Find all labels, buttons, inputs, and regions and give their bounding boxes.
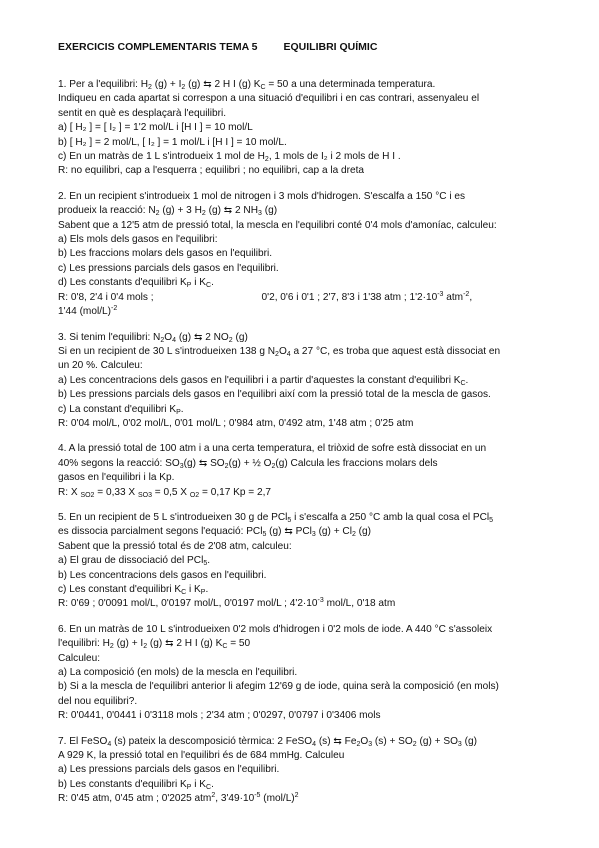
ex4-statement-line-2: 40% segons la reacció: $SO_3(g)$ ⇆ $SO_2(g)$ + ½ $O_2(g)$ Calcula les fraccions molars dels: [58, 457, 438, 470]
ex3-statement-line-2: Si en un recipient de 30 L s'introdueixen 138 g $N_2O_4$ a 27 °C, es troba que aquest està dissociat en: [58, 345, 501, 358]
exercise-7: [58, 735, 538, 807]
exercise-6: [58, 623, 538, 724]
ex1-statement-line-2: Indiqueu en cada apartat si correspon a una situació d'equilibri i en cas contrari, assenyaleu el: [58, 93, 480, 105]
ex6-part-b-line-1: b) Si a la mescla de l'equilibri anterior li afegim 12'69 g de iode, quina serà la composició (en mols): [58, 681, 499, 693]
topic-text: EQUILIBRI QUÍMIC: [283, 41, 378, 53]
ex3-part-a: a) Les concentracions dels gasos en l'equilibri i a partir d'aquestes la constant d'equilibri $K_C$.: [58, 374, 469, 387]
ex1-part-a: a) [ H₂ ] = [ I₂ ] = 1'2 mol/L i [H I ] = 10 mol/L: [58, 122, 253, 134]
exercise-5: [58, 511, 538, 612]
ex2-statement-line-2: produeix la reacció: $N_2$ (g) + 3 $H_2$ (g) ⇆ 2 $NH_3$ (g): [58, 205, 278, 218]
exercise-4: [58, 442, 538, 500]
ex7-part-a: a) Les pressions parcials dels gasos en l'equilibri.: [58, 764, 280, 776]
ex1-statement-line-3: sentit en què es desplaçarà l'equilibri.: [58, 107, 227, 119]
ex4-answer: R: X $_{SO2}$ = 0,33 X $_{SO3}$ = 0,5 X $_{O2}$ = 0,17 Kp = 2,7: [58, 486, 272, 499]
ex7-statement-line-1: 7. El FeSO$_4$ (s) pateix la descomposició tèrmica: 2 FeSO$_4$ (s) ⇆ $Fe_2O_3$ $(s) + SO_2$ $(g) + SO_3$ (g): [58, 735, 477, 748]
ex2-part-b: b) Les fraccions molars dels gasos en l'equilibri.: [58, 248, 272, 260]
ex6-statement-line-3: Calculeu:: [58, 652, 101, 664]
ex2-answer-line-1: R: 0'8, 2'4 i 0'4 mols ; 0'2, 0'6 i 0'1 ; 2'7, 8'3 i 1'38 atm ; $1'2\cdot 10^{-3}$ atm$^{-2}$,: [58, 290, 473, 303]
ex6-part-b-line-2: del nou equilibri?.: [58, 695, 138, 707]
ex3-statement-line-3: un 20 %. Calculeu:: [58, 360, 143, 372]
ex3-answer: R: 0'04 mol/L, 0'02 mol/L, 0'01 mol/L ; 0'984 atm, 0'492 atm, 1'48 atm ; 0'25 atm: [58, 417, 414, 429]
exercise-3: [58, 331, 538, 432]
ex7-answer: R: 0'45 atm, 0'45 atm ; 0'2025 atm$^2$, $3'49\cdot 10^{-5}$ $(mol/L)^2$: [58, 792, 299, 805]
ex2-part-c: c) Les pressions parcials dels gasos en l'equilibri.: [58, 262, 279, 274]
ex6-answer: R: 0'0441, 0'0441 i 0'3118 mols ; 2'34 atm ; 0'0297, 0'0797 i 0'3406 mols: [58, 710, 381, 722]
ex1-part-c: c) En un matràs de 1 L s'introdueix 1 mol de $H_2$, 1 mols de I₂ i 2 mols de H I .: [58, 151, 401, 164]
ex7-statement-line-2: A 929 K, la pressió total en l'equilibri és de 684 mmHg. Calculeu: [58, 750, 345, 762]
ex6-statement-line-1: 6. En un matràs de 10 L s'introdueixen 0'2 mols d'hidrogen i 0'2 mols de iode. A 440 °C s'assoleix: [58, 623, 493, 635]
ex5-part-a: a) El grau de dissociació del PCl$_5$.: [58, 555, 211, 568]
exercise-1: [58, 78, 538, 179]
ex1-statement-line-1: 1. Per a l'equilibri: $H_2$ $(g) + I_2$ (g) ⇆ 2 H I (g) $K_C = 50$ a una determinada temperatura.: [58, 79, 436, 91]
title-text: EXERCICIS COMPLEMENTARIS TEMA 5: [58, 41, 258, 53]
document-page: [58, 40, 538, 818]
ex5-statement-line-3: Sabent que la pressió total és de 2'08 atm, calculeu:: [58, 540, 292, 552]
ex2-part-a: a) Els mols dels gasos en l'equilibri:: [58, 234, 218, 246]
ex6-part-a: a) La composició (en mols) de la mescla en l'equilibri.: [58, 667, 298, 679]
ex3-statement-line-1: 3. Si tenim l'equilibri: $N_2O_4$ (g) ⇆ 2 $NO_2$ (g): [58, 331, 248, 344]
ex2-part-d: d) Les constants d'equilibri $K_P$ i $K_C$.: [58, 277, 214, 290]
ex2-answer-line-2: 1'44 $(mol/L)^{-2}$: [58, 305, 118, 318]
ex5-statement-line-2: es dissocia parcialment segons l'equació: PCl$_5$ (g) ⇆ PCl$_3$ $(g) + Cl_2$ (g): [58, 526, 371, 539]
ex2-statement-line-1: 2. En un recipient s'introdueix 1 mol de nitrogen i 3 mols d'hidrogen. S'escalfa a 150 °C i es: [58, 190, 466, 202]
ex1-part-b: b) [ H₂ ] = 2 mol/L, [ I₂ ] = 1 mol/L i [H I ] = 10 mol/L.: [58, 136, 287, 148]
exercise-2: [58, 190, 538, 320]
ex5-part-c: c) Les constant d'equilibri $K_C$ i $K_P$.: [58, 584, 209, 596]
ex7-part-b: b) Les constants d'equilibri $K_P$ i $K_C$.: [58, 778, 214, 791]
ex5-statement-line-1: 5. En un recipient de 5 L s'introdueixen 30 g de PCl$_5$ i s'escalfa a 250 °C amb la qual cosa el PCl$_5$: [58, 511, 494, 524]
ex3-part-b: b) Les pressions parcials dels gasos en l'equilibri així com la pressió total de la mescla de gasos.: [58, 389, 491, 401]
ex4-statement-line-3: gasos en l'equilibri i la Kp.: [58, 472, 175, 484]
ex4-statement-line-1: 4. A la pressió total de 100 atm i a una certa temperatura, el triòxid de sofre està dissociat en un: [58, 443, 487, 455]
ex2-statement-line-3: Sabent que a 12'5 atm de pressió total, la mescla en l'equilibri conté 0'4 mols d'amoníac, calculeu:: [58, 219, 497, 231]
ex5-part-b: b) Les concentracions dels gasos en l'equilibri.: [58, 569, 267, 581]
ex6-statement-line-2: l'equilibri: $H_2$ $(g) + I_2$ (g) ⇆ 2 H I (g) $K_C = 50$: [58, 638, 251, 651]
document-title: [58, 40, 538, 54]
ex1-answer: R: no equilibri, cap a l'esquerra ; equilibri ; no equilibri, cap a la dreta: [58, 165, 365, 177]
ex3-part-c: c) La constant d'equilibri $K_P$.: [58, 403, 184, 416]
ex5-answer: R: 0'69 ; 0'0091 mol/L, 0'0197 mol/L, 0'0197 mol/L ; $4'2\cdot 10^{-3}$ mol/L, 0'18 atm: [58, 597, 396, 610]
